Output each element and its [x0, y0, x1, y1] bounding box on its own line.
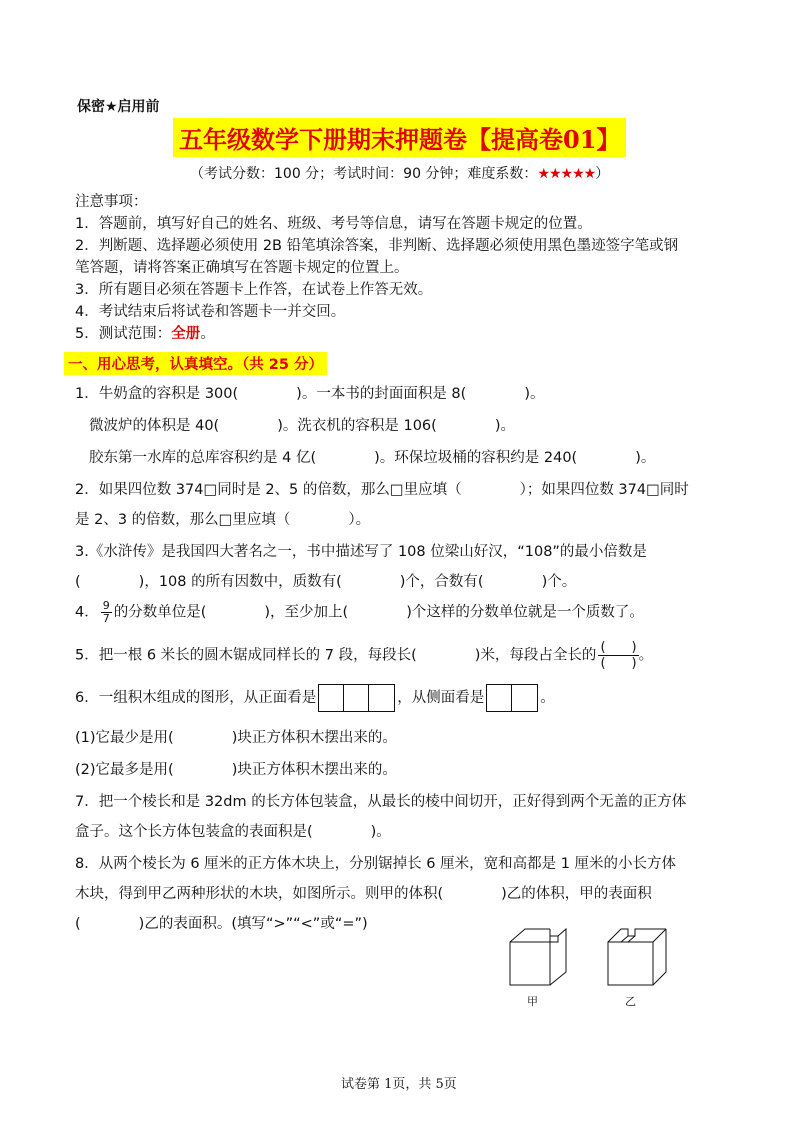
question-8-line-2: 木块，得到甲乙两种形状的木块，如图所示。则甲的体积( )乙的体积，甲的表面积: [75, 886, 652, 902]
note-item: 笔答题，请将答案正确填写在答题卡规定的位置上。: [75, 260, 409, 276]
block-figure-a: [505, 925, 577, 991]
question-6: [75, 684, 555, 712]
fraction-numerator: ( ): [600, 640, 637, 655]
fraction-denominator: 7: [102, 612, 110, 625]
question-4: [75, 600, 644, 625]
question-1-line-3: 胶东第一水库的总库容积约是 4 亿( )。环保垃圾桶的容积约是 240( )。: [89, 450, 656, 466]
question-6-part-2: (2)它最多是用( )块正方体积木摆出来的。: [75, 762, 397, 778]
q4-text: 的分数单位是( )，至少加上( )个这样的分数单位就是一个质数了。: [113, 604, 644, 621]
q6-text-b: ，从侧面看是: [397, 690, 485, 706]
page-footer: 试卷第 1页，共 5页: [341, 1077, 457, 1092]
question-1-line-2: 微波炉的体积是 40( )。洗衣机的容积是 106( )。: [89, 418, 515, 434]
note-item: 3．所有题目必须在答题卡上作答，在试卷上作答无效。: [75, 282, 433, 298]
question-2-line-1: 2．如果四位数 374□同时是 2、5 的倍数，那么□里应填（ ）；如果四位数 374□同时: [75, 482, 689, 498]
q5-text: 5．把一根 6 米长的圆木锯成同样长的 7 段，每段长( )米，每段占全长的: [75, 647, 597, 664]
question-8-line-3: ( )乙的表面积。(填写“>”“<”或“=”): [75, 916, 368, 932]
notes-heading: 注意事项：: [75, 194, 148, 210]
figure-label-b: 乙: [625, 995, 636, 1008]
question-6-part-1: (1)它最少是用( )块正方体积木摆出来的。: [75, 730, 397, 746]
confidential-label: 保密★启用前: [77, 99, 160, 115]
question-2-line-2: 是 2、3 的倍数，那么□里应填（ ）。: [75, 512, 371, 528]
exam-info-suffix: ）: [595, 166, 610, 182]
scope-prefix: 5．测试范围：: [75, 326, 172, 342]
q6-text-a: 6．一组积木组成的图形，从正面看是: [75, 690, 317, 706]
q5-end: 。: [638, 647, 654, 664]
figure-label-a: 甲: [527, 995, 538, 1008]
section-heading: 一、用心思考，认真填空。（共 25 分）: [64, 352, 327, 375]
question-7-line-2: 盒子。这个长方体包装盒的表面积是( )。: [75, 824, 391, 840]
fraction-9-7: [101, 600, 112, 625]
answer-fraction: [598, 640, 638, 671]
note-item: 4．考试结束后将试卷和答题卡一并交回。: [75, 304, 346, 320]
exam-info-prefix: （考试分数：100 分；考试时间：90 分钟；难度系数：: [190, 166, 538, 182]
note-item: 1．答题前，填写好自己的姓名、班级、考号等信息，请写在答题卡规定的位置。: [75, 216, 592, 232]
note-item: 2．判断题、选择题必须使用 2B 铅笔填涂答案，非判断、选择题必须使用黑色墨迹签字笔或钢: [75, 238, 679, 254]
question-1-line-1: 1．牛奶盒的容积是 300( )。一本书的封面面积是 8( )。: [75, 386, 545, 402]
scope-suffix: 。: [200, 326, 215, 342]
scope-value: 全册: [171, 326, 201, 342]
block-figure-b: [603, 925, 675, 991]
exam-info: [190, 163, 609, 183]
question-3-line-1: 3.《水浒传》是我国四大著名之一，书中描述写了 108 位梁山好汉，“108”的最小倍数是: [75, 544, 647, 560]
fraction-denominator: ( ): [600, 656, 637, 671]
side-view-grid: [486, 684, 538, 712]
exam-title: 五年级数学下册期末押题卷【提高卷01】: [173, 118, 626, 157]
question-3-line-2: ( )，108 的所有因数中，质数有( )个，合数有( )个。: [75, 574, 577, 590]
q6-text-c: 。: [540, 690, 555, 706]
q4-prefix: 4．: [75, 604, 99, 621]
note-scope: [75, 322, 215, 343]
question-8-line-1: 8．从两个棱长为 6 厘米的正方体木块上，分别锯掉长 6 厘米，宽和高都是 1 厘米的小长方体: [75, 856, 677, 872]
difficulty-stars: ★★★★★: [537, 166, 596, 182]
question-7-line-1: 7．把一个棱长和是 32dm 的长方体包装盒，从最长的棱中间切开，正好得到两个无盖的正方体: [75, 794, 687, 810]
fraction-numerator: 9: [102, 599, 110, 612]
question-5: [75, 640, 653, 671]
front-view-grid: [318, 684, 395, 712]
